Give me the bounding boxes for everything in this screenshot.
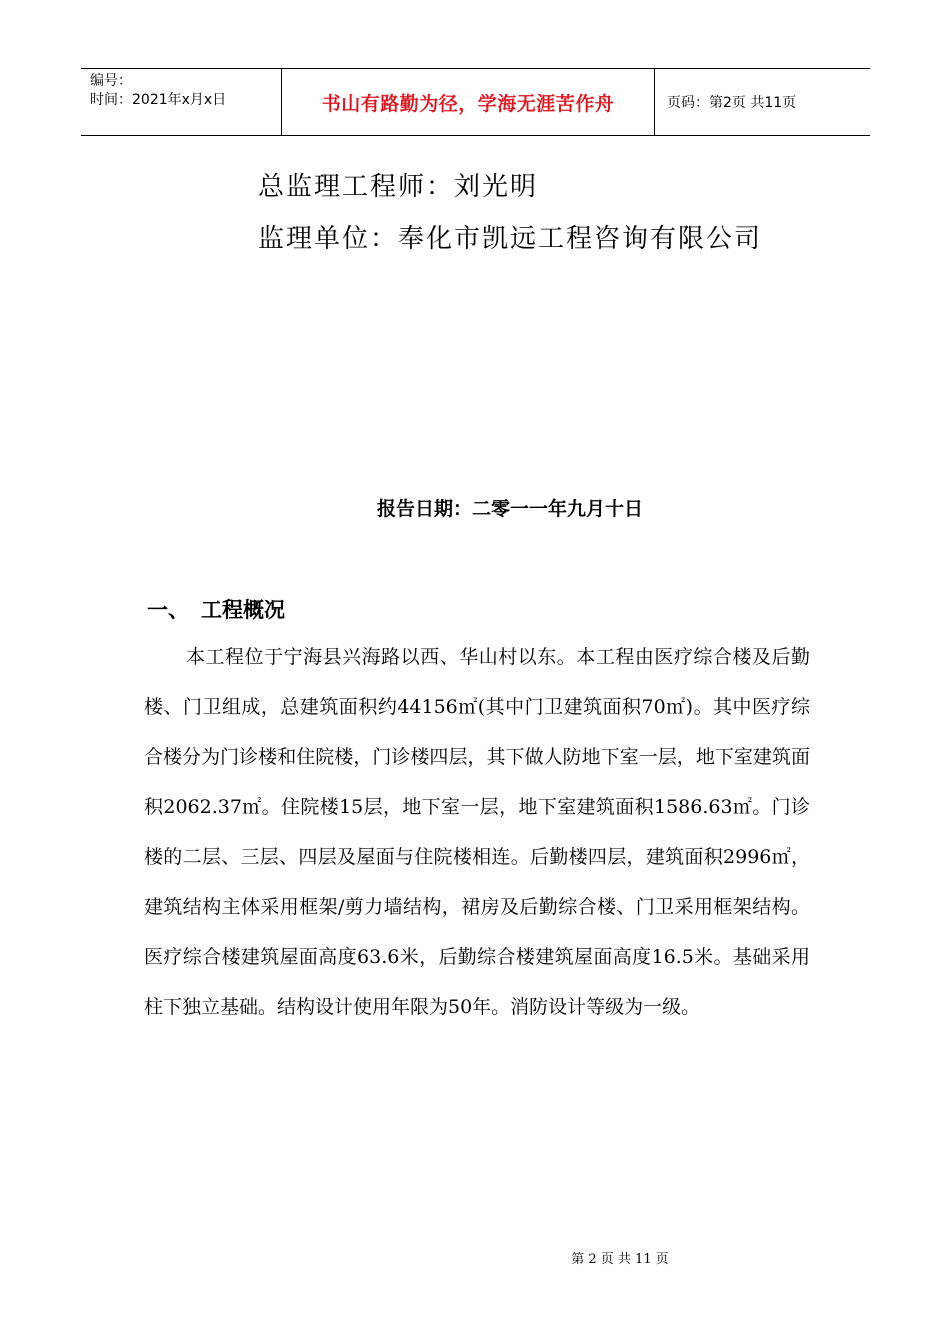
section-number: 一、 bbox=[147, 598, 189, 622]
section-title: 工程概况 bbox=[201, 598, 285, 622]
section-heading bbox=[147, 594, 285, 624]
header-motto-cell bbox=[282, 69, 655, 135]
overview-paragraph: 本工程位于宁海县兴海路以西、华山村以东。本工程由医疗综合楼及后勤楼、门卫组成，总建筑面积约44156㎡(其中门卫建筑面积70㎡)。其中医疗综合楼分为门诊楼和住院楼，门诊楼四层，其下做人防地下室一层，地下室建筑面积2062.37㎡。住院楼15层，地下室一层，地下室建筑面积1586.63㎡。门诊楼的二层、三层、四层及屋面与住院楼相连。后勤楼四层，建筑面积2996㎡，建筑结构主体采用框架/剪力墙结构，裙房及后勤综合楼、门卫采用框架结构。医疗综合楼建筑屋面高度63.6米，后勤综合楼建筑屋面高度16.5米。基础采用柱下独立基础。结构设计使用年限为50年。消防设计等级为一级。 bbox=[144, 646, 810, 1018]
header-motto: 书山有路勤为径，学海无涯苦作舟 bbox=[321, 92, 615, 115]
report-date: 报告日期：二零一一年九月十日 bbox=[376, 498, 643, 520]
number-label: 编号： bbox=[90, 73, 132, 89]
supervisor-unit: 监理单位：奉化市凯远工程咨询有限公司 bbox=[258, 224, 763, 254]
page-header bbox=[81, 68, 870, 136]
time-label: 时间：2021年x月x日 bbox=[90, 92, 227, 108]
chief-supervisor: 总监理工程师：刘光明 bbox=[258, 172, 539, 202]
header-meta bbox=[81, 69, 282, 135]
header-page-info: 页码：第2页 共11页 bbox=[667, 95, 797, 111]
header-page-cell bbox=[655, 69, 870, 135]
page-footer: 第 2 页 共 11 页 bbox=[571, 1252, 669, 1267]
